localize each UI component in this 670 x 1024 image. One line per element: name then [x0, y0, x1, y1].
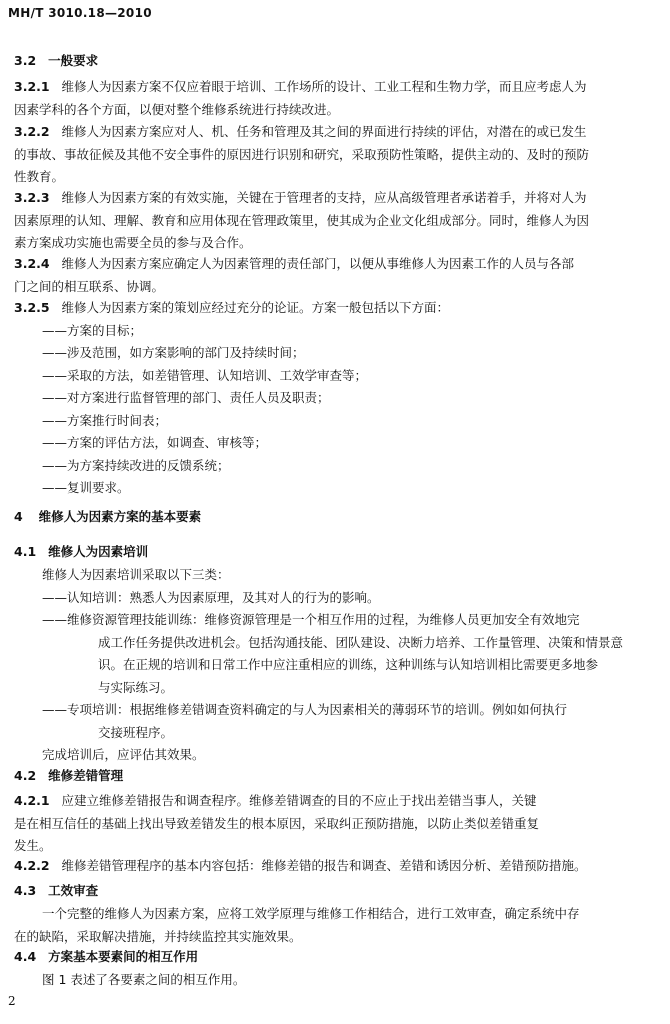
- clause-text-line: 因素学科的各个方面，以便对整个维修系统进行持续改进。: [14, 101, 340, 117]
- list-item-continuation: 与实际练习。: [98, 679, 174, 695]
- clause-3-2-4: [14, 253, 658, 298]
- section-heading-4-2: [14, 765, 658, 788]
- clause-text-line: 维修人为因素方案的有效实施，关键在于管理者的支持，应从高级管理者承诺着手，并将对人为: [61, 190, 587, 205]
- section-title: 一般要求: [48, 53, 99, 68]
- list-item: ——方案的目标；: [42, 322, 143, 338]
- section-title: 维修差错管理: [48, 768, 124, 783]
- clause-4-4-body: [14, 969, 658, 992]
- list-item: ——方案的评估方法，如调查、审核等；: [42, 435, 268, 450]
- clause-text-line: 维修人为因素方案应确定人为因素管理的责任部门，以便从事维修人为因素工作的人员与各部: [61, 256, 575, 271]
- chapter-title: 维修人为因素方案的基本要素: [38, 509, 202, 524]
- clause-number: 3.2.3: [14, 190, 50, 205]
- clause-text-line: 发生。: [14, 838, 52, 853]
- section-heading-3-2: [14, 50, 658, 73]
- list-item-continuation: 交接班程序。: [98, 724, 174, 740]
- chapter-heading-4: [14, 506, 658, 529]
- clause-text-line: 性教育。: [14, 169, 65, 184]
- list-item-continuation: 识。在正规的培训和日常工作中应注重相应的训练，这种训练与认知培训相比需要更多地参: [98, 657, 599, 672]
- clause-4-3-body: [14, 903, 658, 948]
- list-item: ——认知培训：熟悉人为因素原理，及其对人的行为的影响。: [42, 589, 380, 605]
- clause-number: 3.2.5: [14, 300, 50, 315]
- list-item: ——采取的方法，如差错管理、认知培训、工效学审查等；: [42, 367, 368, 383]
- clause-text-line: 的事故、事故征候及其他不安全事件的原因进行识别和研究，采取预防性策略，提供主动的、及时的预防: [14, 146, 590, 162]
- section-heading-4-4: [14, 946, 658, 969]
- list-item: ——方案推行时间表；: [42, 412, 168, 428]
- list-item: ——对方案进行监督管理的部门、责任人员及职责；: [42, 390, 330, 405]
- paragraph-line: 图 1 表述了各要素之间的相互作用。: [42, 972, 246, 987]
- clause-3-2-1: [14, 76, 658, 121]
- clause-number: 3.2.2: [14, 124, 50, 139]
- clause-text-line: 维修人为因素方案的策划应经过充分的论证。方案一般包括以下方面：: [61, 300, 450, 315]
- clause-4-2-2: [14, 855, 658, 878]
- section-title: 方案基本要素间的相互作用: [48, 949, 199, 964]
- paragraph-line: 一个完整的维修人为因素方案，应将工效学原理与维修工作相结合，进行工效审查，确定系统中存: [42, 906, 580, 921]
- section-heading-4-3: [14, 880, 658, 903]
- clause-text-line: 门之间的相互联系、协调。: [14, 278, 165, 294]
- clause-4-1-body: [14, 564, 658, 767]
- section-number: 4.3: [14, 883, 37, 898]
- list-item: ——复训要求。: [42, 480, 130, 495]
- clause-number: 4.2.2: [14, 858, 50, 873]
- list-item: ——涉及范围，如方案影响的部门及持续时间；: [42, 345, 305, 360]
- clause-text-line: 维修差错管理程序的基本内容包括：维修差错的报告和调查、差错和诱因分析、差错预防措施。: [61, 858, 587, 873]
- clause-3-2-3: [14, 187, 658, 255]
- list-item: ——专项培训：根据维修差错调查资料确定的与人为因素相关的薄弱环节的培训。例如如何执行: [42, 702, 568, 717]
- clause-text-line: 因素原理的认知、理解、教育和应用体现在管理政策里，使其成为企业文化组成部分。同时，维修人为因: [14, 212, 590, 228]
- section-number: 4.1: [14, 544, 37, 559]
- list-item: ——为方案持续改进的反馈系统；: [42, 457, 230, 473]
- paragraph-line: 在的缺陷，采取解决措施，并持续监控其实施效果。: [14, 928, 302, 944]
- list-item: ——维修资源管理技能训练：维修资源管理是一个相互作用的过程，为维修人员更加安全有效地完: [42, 612, 580, 627]
- page-number: 2: [8, 994, 16, 1008]
- section-heading-4-1: [14, 541, 658, 564]
- clause-number: 4.2.1: [14, 793, 50, 808]
- clause-4-2-1: [14, 790, 658, 858]
- document-code-header: MH/T 3010.18—2010: [8, 6, 152, 20]
- paragraph-line: 完成培训后，应评估其效果。: [42, 747, 205, 762]
- clause-3-2-5: [14, 297, 658, 500]
- clause-text-line: 素方案成功实施也需要全员的参与及合作。: [14, 235, 252, 250]
- clause-text-line: 是在相互信任的基础上找出导致差错发生的根本原因，采取纠正预防措施，以防止类似差错重复: [14, 815, 540, 831]
- clause-text-line: 应建立维修差错报告和调查程序。维修差错调查的目的不应止于找出差错当事人，关键: [61, 793, 537, 808]
- clause-text-line: 维修人为因素方案应对人、机、任务和管理及其之间的界面进行持续的评估，对潜在的或已发生: [61, 124, 587, 139]
- clause-3-2-2: [14, 121, 658, 189]
- clause-text-line: 维修人为因素方案不仅应着眼于培训、工作场所的设计、工业工程和生物力学，而且应考虑人为: [61, 79, 587, 94]
- section-title: 工效审查: [48, 883, 99, 898]
- section-title: 维修人为因素培训: [48, 544, 149, 559]
- paragraph-line: 维修人为因素培训采取以下三类：: [42, 567, 230, 582]
- clause-number: 3.2.4: [14, 256, 50, 271]
- chapter-number: 4: [14, 509, 23, 524]
- list-item-continuation: 成工作任务提供改进机会。包括沟通技能、团队建设、决断力培养、工作量管理、决策和情景意: [98, 634, 624, 650]
- section-number: 3.2: [14, 53, 37, 68]
- section-number: 4.4: [14, 949, 37, 964]
- section-number: 4.2: [14, 768, 37, 783]
- clause-number: 3.2.1: [14, 79, 50, 94]
